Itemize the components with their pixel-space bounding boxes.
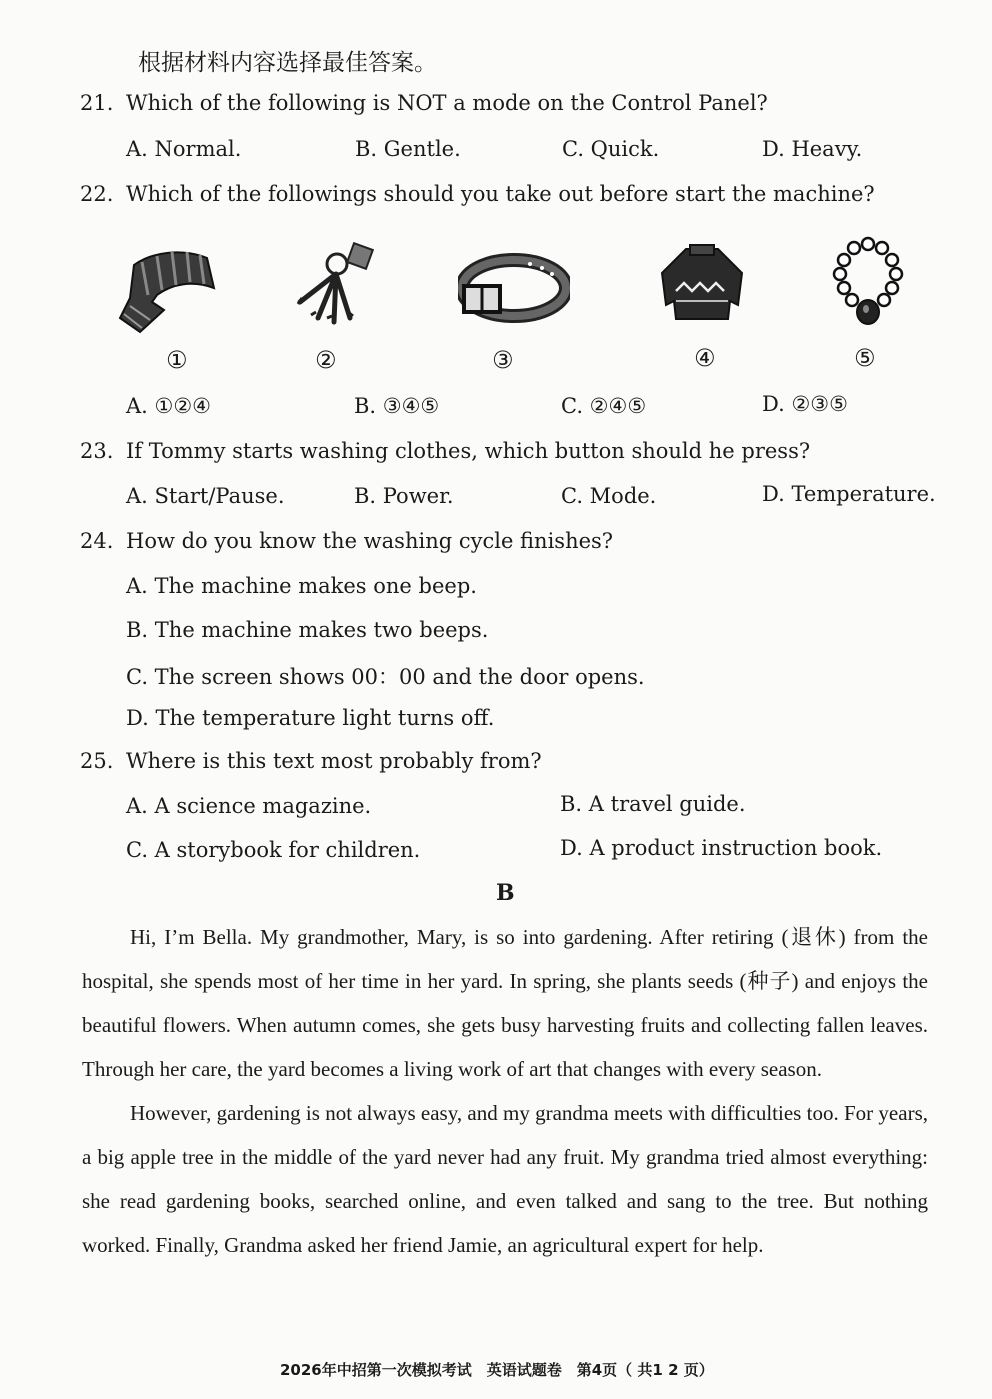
sweater-icon (656, 243, 748, 323)
option-d[interactable]: D. Temperature. (762, 482, 936, 506)
scarf-icon (112, 240, 222, 335)
picture-label: ② (315, 346, 337, 374)
question-number: 22. (80, 182, 114, 206)
question-stem: If Tommy starts washing clothes, which button should he press? (126, 439, 811, 463)
option-b[interactable]: B. A travel guide. (560, 792, 746, 816)
option-c[interactable]: C. The screen shows 00：00 and the door opens. (126, 665, 645, 689)
picture-label: ⑤ (854, 344, 876, 372)
option-b[interactable]: B. Gentle. (355, 137, 461, 161)
question-stem: Where is this text most probably from? (126, 749, 542, 773)
keys-icon (292, 242, 377, 330)
option-a[interactable]: A. A science magazine. (126, 794, 372, 818)
option-c[interactable]: C. Mode. (561, 484, 657, 508)
question-number: 24. (80, 529, 114, 553)
option-b[interactable]: B. The machine makes two beeps. (126, 618, 489, 642)
option-d[interactable]: D. The temperature light turns off. (126, 706, 495, 730)
option-d[interactable]: D. Heavy. (762, 137, 863, 161)
option-c[interactable]: C. A storybook for children. (126, 838, 421, 862)
paragraph: Hi, I’m Bella. My grandmother, Mary, is so into gardening. After retiring (退休) from the hospital, she spends most of her time in her yard. In spring, she plants seeds (种子) and enjoys the beautiful flowers. When autumn comes, she gets busy harvesting fruits and collecting fallen leaves. Through her care, the yard becomes a living work of art that changes with every season. (82, 925, 928, 1081)
paragraph: However, gardening is not always easy, and my grandma meets with difficulties too. For years, a big apple tree in the middle of the yard never had any fruit. My grandma tried almost everything: she read gardening books, searched online, and even talked and sang to the tree. But nothing worked. Finally, Grandma asked her friend Jamie, an agricultural expert for help. (82, 1101, 928, 1257)
picture-label: ① (166, 346, 188, 374)
option-a[interactable]: A. Start/Pause. (126, 484, 285, 508)
question-stem: Which of the followings should you take out before start the machine? (126, 182, 875, 206)
instruction: 根据材料内容选择最佳答案。 (138, 50, 437, 76)
option-a[interactable]: A. ①②④ (126, 394, 211, 418)
option-a[interactable]: A. Normal. (126, 137, 242, 161)
belt-icon (458, 248, 570, 326)
option-c[interactable]: C. Quick. (562, 137, 660, 161)
question-number: 23. (80, 439, 114, 463)
page-footer: 2026年中招第一次模拟考试 英语试题卷 第4页（ 共1 2 页） (280, 1361, 714, 1379)
picture-label: ④ (694, 344, 716, 372)
question-number: 21. (80, 91, 114, 115)
question-number: 25. (80, 749, 114, 773)
question-stem: How do you know the washing cycle finishes? (126, 529, 614, 553)
question-stem: Which of the following is NOT a mode on the Control Panel? (126, 91, 768, 115)
option-b[interactable]: B. Power. (354, 484, 454, 508)
picture-label: ③ (492, 346, 514, 374)
necklace-icon (832, 236, 904, 328)
option-d[interactable]: D. ②③⑤ (762, 392, 848, 416)
option-d[interactable]: D. A product instruction book. (560, 836, 883, 860)
reading-passage (82, 915, 928, 1267)
option-c[interactable]: C. ②④⑤ (561, 394, 647, 418)
option-b[interactable]: B. ③④⑤ (354, 394, 440, 418)
option-a[interactable]: A. The machine makes one beep. (126, 574, 477, 598)
section-heading: B (496, 880, 515, 906)
